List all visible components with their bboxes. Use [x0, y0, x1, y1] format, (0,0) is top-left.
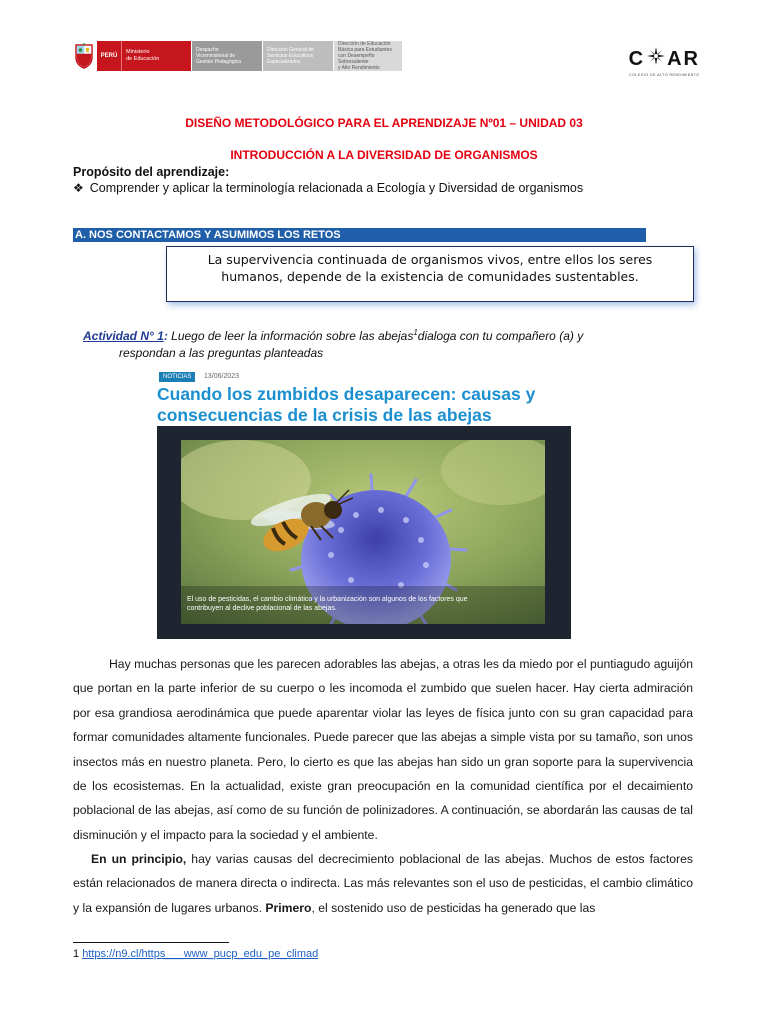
quote-box [166, 246, 694, 302]
minedu-logo [73, 41, 402, 71]
news-tag: NOTICIAS [159, 372, 195, 382]
body-paragraph-1: Hay muchas personas que les parecen adorables las abejas, a otras les da miedo por el puntiagudo aguijón que portan en la parte inferior de su cuerpo o les incomoda el zumbido que suelen hacer. Hay cierta admiración por esa grandiosa aerodinámica que puede aparentar violar las leyes de física junto con su gran capacidad para formar comunidades altamente funcionales. Puede parecer que las abejas a simple vista por su tamaño, son unos insectos más en nuestro planeta. Pero, lo cierto es que las abejas han sido un gran soporte para la supervivencia de los ecosistemas. En la actualidad, existe gran preocupación en la comunidad científica por el decaimiento poblacional de las abejas, así como de su función de polinizadores. A continuación, se abordarán las causas de tal disminución y el impacto para la sociedad y el ambiente. [73, 657, 693, 842]
activity-instruction: Actividad N° 1: Luego de leer la información sobre las abejas$^1$dialoga con tu compañero (a) y respondan a las preguntas planteadas [83, 328, 584, 360]
quote-line: humanos, depende de la existencia de comunidades sustentables. [221, 269, 639, 284]
coar-wordmark: C A R [629, 46, 700, 72]
bee-on-flower-image [181, 440, 545, 624]
article-photo-frame [157, 426, 571, 639]
footnote: 1 https://n9.cl/https___www_pucp_edu_pe_climad [73, 948, 319, 960]
direccion-educacion-label: Dirección de Educación Básica para Estudiantes con Desempeño Sobresaliente y Alto Rendimiento [334, 41, 402, 71]
purpose-item [73, 181, 583, 195]
activity-label: Actividad N° 1 [83, 329, 164, 343]
direccion-general-label: Dirección General de Servicios Educativos Especializados [263, 41, 333, 71]
despacho-label: Despacho Viceministerial de Gestión Pedagógica [192, 41, 262, 71]
body-paragraph-2: En un principio, hay varias causas del decrecimiento poblacional de las abejas. Muchos de estos factores están relacionados de manera directa o indirecta. Las más relevantes son el uso de pesticidas, el cambio climático y la expansión de lugares urbanos. Primero, el sostenido uso de pesticidas ha generado que las [73, 852, 693, 915]
peru-label: PERÚ [97, 41, 121, 71]
purpose-text: Comprender y aplicar la terminología relacionada a Ecología y Diversidad de organismos [89, 181, 584, 195]
news-date: 13/06/2023 [204, 373, 240, 380]
purpose-label: Propósito del aprendizaje: [73, 165, 230, 179]
footnote-ref[interactable]: 1 [413, 328, 418, 337]
footnote-separator [73, 942, 229, 943]
coar-logo [629, 46, 700, 77]
coar-tagline: COLEGIO DE ALTO RENDIMIENTO [629, 73, 700, 77]
diamond-bullet-icon: ❖ [73, 181, 84, 195]
section-a-heading: A. NOS CONTACTAMOS Y ASUMIMOS LOS RETOS [73, 228, 646, 242]
quote-line: La supervivencia continuada de organismos vivos, entre ellos los seres [207, 252, 653, 267]
image-caption: El uso de pesticidas, el cambio climático y la urbanización son algunos de los factores que contribuyen al declive poblacional de las abejas. [187, 596, 468, 612]
article-headline: Cuando los zumbidos desaparecen: causas y consecuencias de la crisis de las abejas [157, 384, 536, 425]
coar-star-icon [646, 46, 666, 72]
ministry-label: Ministerio de Educación [121, 41, 191, 71]
footnote-link[interactable]: https://n9.cl/https___www_pucp_edu_pe_climad [82, 948, 319, 960]
peru-shield-icon [73, 41, 95, 71]
document-subtitle: INTRODUCCIÓN A LA DIVERSIDAD DE ORGANISMOS [230, 148, 538, 162]
document-title: DISEÑO METODOLÓGICO PARA EL APRENDIZAJE Nº01 – UNIDAD 03 [185, 116, 583, 130]
